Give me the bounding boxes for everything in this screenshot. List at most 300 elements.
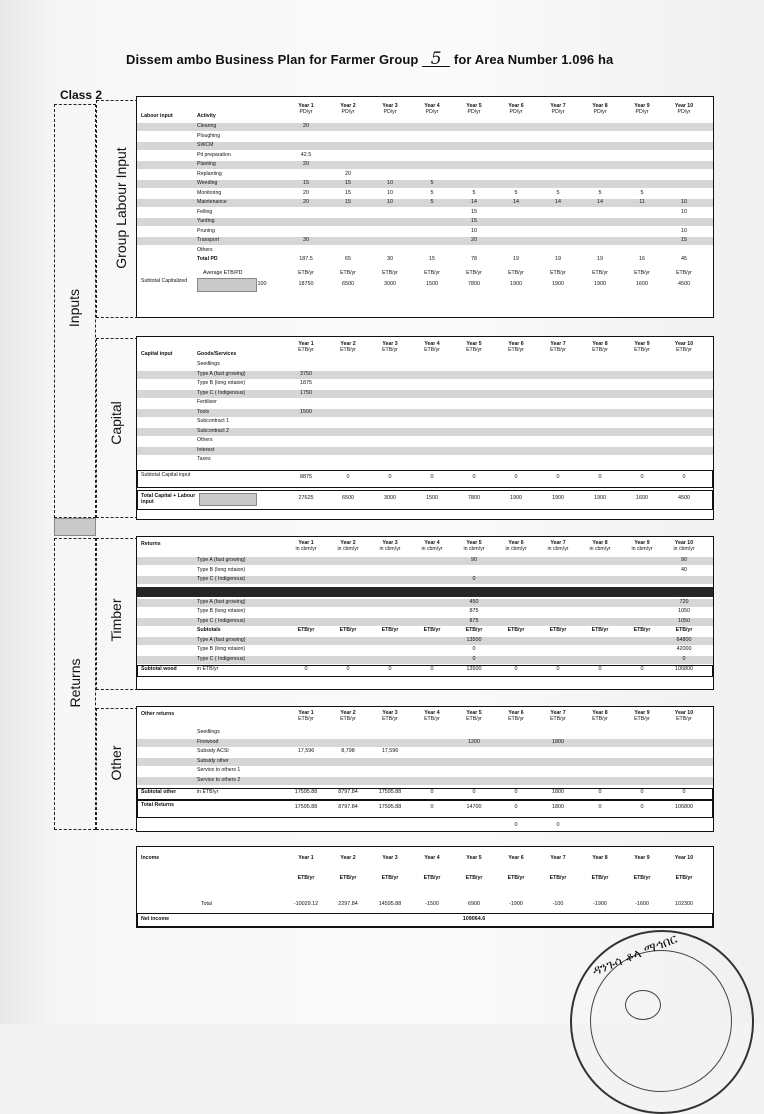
capital-unit-header: ETB/yr [508,347,524,353]
income-label: Income [141,855,160,861]
other-unit-header: ETB/yr [508,716,524,722]
labour-activity-label: Replanting [197,170,222,177]
income-year-header: Year 9 [634,855,650,861]
timber-year-header: Year 2 [340,540,356,546]
capital-cell: 1875 [300,380,312,386]
timber-unit-header: in cbm/yr [337,546,359,552]
labour-row-shade [137,237,713,245]
income-total-cell: -10029.12 [293,901,319,907]
labour-cell: 10 [681,199,687,205]
capital-year-header: Year 3 [382,341,398,347]
income-year-header: Year 4 [424,855,440,861]
income-unit-header: ETB/yr [591,875,609,881]
labour-cell: 10 [681,227,687,234]
labour-etb-header: ETB/yr [298,270,314,276]
capital-row-shade [137,409,713,417]
capital-item-label: Type B (long rotaion) [197,380,246,386]
timber-price-cell: 450 [469,598,479,605]
income-total-cell: -1600 [635,901,649,907]
capital-total-cell: 4500 [678,494,690,501]
labour-unit-header: PD/yr [509,109,523,115]
timber-etb-header: ETB/yr [591,627,609,633]
other-unit-header: ETB/yr [592,716,608,722]
labour-subtotal-cell: 4500 [678,281,690,287]
capital-total-cell: 1500 [426,494,438,501]
capital-row-shade [137,447,713,455]
labour-total-cell: 19 [597,256,603,262]
other-subtotal-cell: 0 [472,789,476,795]
capital-year-header: Year 5 [466,341,482,347]
income-year-header: Year 6 [508,855,524,861]
labour-subtotal-cell: 6500 [342,281,354,287]
capital-unit-header: ETB/yr [592,347,608,353]
labour-cell: 20 [345,170,351,177]
capital-cell: 1500 [300,408,312,415]
timber-unit-header: in cbm/yr [379,546,401,552]
labour-cell: 42.5 [300,151,312,158]
inputs-label: Inputs [66,288,82,328]
income-year-header: Year 1 [298,855,314,861]
labour-cell: 5 [514,189,518,196]
capital-total-cell: 7800 [468,494,480,501]
capital-item-label: Others [197,437,213,443]
labour-etb-header: ETB/yr [508,270,524,276]
labour-etb-header: ETB/yr [382,270,398,276]
other-year-header: Year 4 [424,710,440,716]
capital-item-label: Tools [197,408,210,415]
other-cell: 17,596 [381,748,399,754]
timber-etb-cell: 64800 [676,636,692,643]
timber-table [136,536,714,690]
capital-subtotal-cell: 0 [430,473,434,480]
labour-total-cell: 187.5 [299,256,313,262]
capital-subtotal-cell: 0 [682,473,686,480]
timber-subtotal-cell: 0 [514,666,518,672]
labour-cell: 30 [303,237,309,243]
other-subtotal-cell: 8797.84 [338,789,358,795]
capital-item-label: Subcontract 2 [197,427,230,434]
labour-cell: 10 [387,199,393,205]
labour-unit-header: PD/yr [467,109,481,115]
labour-cell: 20 [471,237,477,243]
labour-year-header: Year 4 [424,103,440,109]
timber-year-header: Year 8 [592,540,608,546]
timber-etb-cell: 0 [472,655,476,662]
labour-activity-label: Maintenance [197,199,227,205]
other-subtotal-cell: 0 [514,789,518,795]
labour-unit-header: PD/yr [425,109,439,115]
other-cell: 1800 [552,738,564,745]
other-subtotal-unit: in ETB/yr [197,789,219,795]
timber-subtotal-cell: 13500 [466,666,482,672]
capital-item-label: Type C ( Indigenous) [197,389,246,396]
timber-vol-cell: 0 [472,576,476,582]
timber-subtotal-cell: 0 [346,666,350,672]
other-year-header: Year 6 [508,710,524,716]
capital-subtotal-cell: 0 [514,473,518,480]
labour-cell: 5 [430,189,434,196]
group-number-handwritten: 5 [422,52,450,67]
labour-year-header: Year 5 [466,103,482,109]
capital-subtotal-label: Subtotal Capital input [141,471,191,478]
capital-total-label: Total Capital + Labour input [141,492,196,505]
other-subtotal-cell: 17595.88 [294,789,318,795]
labour-row-shade [137,142,713,150]
labour-activity-label: Clearing [197,123,217,129]
timber-year-header: Year 9 [634,540,650,546]
timber-type-label: Type C ( Indigenous) [197,576,246,582]
other-total-label: Total Returns [141,802,175,808]
income-total-label: Total [201,901,212,907]
timber-col1-header: Returns [141,541,161,547]
labour-etb-header: ETB/yr [424,270,440,276]
timber-price-cell: 1050 [678,608,690,614]
other-total-cell: 17595.88 [378,804,402,810]
class-label: Class 2 [60,88,103,102]
other-subtotal-cell: 1800 [552,789,564,795]
other-unit-header: ETB/yr [424,716,440,722]
capital-year-header: Year 4 [424,341,440,347]
labour-year-header: Year 7 [550,103,566,109]
timber-year-header: Year 6 [508,540,524,546]
capital-year-header: Year 1 [298,341,314,347]
capital-year-header: Year 8 [592,341,608,347]
labour-unit-header: PD/yr [341,109,355,115]
income-total-cell: 14595.88 [378,901,402,907]
timber-etb-cell: 0 [472,646,476,652]
capital-unit-header: ETB/yr [382,347,398,353]
labour-table [136,96,714,318]
income-year-header: Year 3 [382,855,398,861]
other-total-cell: 106800 [675,804,693,810]
labour-cell: 10 [471,227,477,234]
timber-unit-header: in cbm/yr [673,546,695,552]
labour-cell: 5 [430,180,434,186]
timber-type-label: Type C ( Indigenous) [197,617,246,624]
other-item-label: Service to others 1 [197,767,241,773]
labour-cell: 15 [303,180,309,186]
other-subtotal-cell: 0 [682,789,686,795]
capital-unit-header: ETB/yr [298,347,314,353]
capital-unit-header: ETB/yr [550,347,566,353]
other-year-header: Year 10 [674,710,694,716]
capital-subtotal-cell: 0 [640,473,644,480]
labour-cell: 10 [681,208,687,215]
other-total-cell: 14700 [466,804,482,810]
labour-year-header: Year 9 [634,103,650,109]
capital-subtotal-cell: 0 [346,473,350,480]
labour-cell: 20 [303,199,309,205]
other-item-label: Seedlings [197,729,220,735]
other-item-label: Subsidy other [197,757,229,764]
labour-cell: 15 [681,237,687,243]
income-year-header: Year 7 [550,855,566,861]
timber-unit-header: in cbm/yr [589,546,611,552]
timber-etb-header: ETB/yr [423,627,441,633]
income-unit-header: ETB/yr [465,875,483,881]
other-total-cell: 8797.84 [338,804,358,810]
other-below-cell: 0 [514,822,518,828]
labour-total-cell: 65 [345,256,351,262]
labour-year-header: Year 10 [674,103,694,109]
separator-box [54,518,96,536]
labour-row-shade [137,123,713,131]
timber-year-header: Year 5 [466,540,482,546]
labour-cell: 5 [472,189,476,196]
labour-subtotal-cell: 1600 [636,281,648,287]
labour-activity-label: Ploughing [197,132,221,139]
title-prefix: Dissem ambo Business Plan for Farmer Group [126,52,419,67]
other-total-cell: 0 [430,804,434,810]
page-title [126,49,614,69]
timber-year-header: Year 10 [674,540,694,546]
capital-subtotal-cell: 0 [598,473,602,480]
timber-unit-header: in cbm/yr [295,546,317,552]
income-year-header: Year 10 [674,855,694,861]
labour-etb-header: ETB/yr [676,270,692,276]
timber-subtotals-label: Subtotals [197,627,221,633]
income-unit-header: ETB/yr [339,875,357,881]
stamp-emblem [625,990,661,1020]
labour-activity-label: Pit preparation [197,151,231,158]
labour-cell: 15 [345,189,351,196]
other-subtotal-cell: 0 [430,789,434,795]
timber-dark-band [137,587,713,597]
capital-item-label: Subcontract 1 [197,418,230,424]
labour-cell: 15 [345,180,351,186]
timber-year-header: Year 3 [382,540,398,546]
labour-total-cell: 15 [429,256,435,262]
capital-subtotal-cell: 8875 [300,473,312,480]
labour-cell: 5 [598,189,602,196]
labour-section-label: Group Labour Input [113,147,129,269]
capital-cell: 3750 [300,370,312,377]
timber-subtotal-cell: 0 [598,666,602,672]
labour-subtotal-cell: 1500 [426,281,438,287]
other-row-shade [137,739,713,747]
capital-subtotal-cell: 0 [472,473,476,480]
capital-cell: 1750 [300,389,312,396]
timber-vol-cell: 90 [471,557,477,563]
timber-subtotal-cell: 0 [304,666,308,672]
labour-subtotal-cell: 1900 [510,281,522,287]
labour-unit-header: PD/yr [593,109,607,115]
labour-cell: 20 [303,189,309,196]
capital-total-cell: 1900 [510,494,522,501]
timber-subtotal-label: Subtotal wood [141,666,177,672]
timber-year-header: Year 7 [550,540,566,546]
capital-subtotal-cell: 0 [388,473,392,480]
timber-unit-header: in cbm/yr [505,546,527,552]
labour-unit-header: PD/yr [677,109,691,115]
other-cell: 8,798 [341,748,355,754]
other-unit-header: ETB/yr [634,716,650,722]
capital-year-header: Year 6 [508,341,524,347]
capital-year-header: Year 7 [550,341,566,347]
timber-etb-cell: 13500 [466,636,482,643]
other-item-label: Firewood [197,738,219,745]
other-unit-header: ETB/yr [550,716,566,722]
timber-type-label: Type B (long rotaion) [197,566,246,573]
labour-cell: 14 [555,199,561,205]
timber-etb-cell: 42000 [676,646,692,652]
timber-etb-header: ETB/yr [381,627,399,633]
labour-activity-label: Others [197,246,213,253]
timber-etb-cell: 0 [682,655,686,662]
other-below-cell: 0 [556,822,560,828]
capital-unit-header: ETB/yr [340,347,356,353]
labour-cell: 11 [639,199,645,205]
timber-etb-header: ETB/yr [633,627,651,633]
capital-total-gray [199,493,257,506]
labour-subtotal-cell: 18750 [298,281,314,287]
capital-unit-header: ETB/yr [676,347,692,353]
capital-year-header: Year 9 [634,341,650,347]
timber-price-cell: 720 [679,598,689,605]
labour-unit-header: PD/yr [299,109,313,115]
labour-cell: 10 [387,180,393,186]
capital-unit-header: ETB/yr [424,347,440,353]
timber-etb-header: ETB/yr [339,627,357,633]
labour-total-cell: 19 [555,256,561,262]
timber-type-label: Type A (fast growing) [197,557,246,563]
labour-cell: 10 [387,189,393,196]
labour-cell: 15 [345,199,351,205]
labour-col1-header: Labour input [141,113,173,119]
labour-etb-header: ETB/yr [340,270,356,276]
income-unit-header: ETB/yr [675,875,693,881]
labour-cell: 15 [471,208,477,215]
timber-type-label: Type B (long rotaion) [197,608,246,614]
capital-table [136,336,714,520]
timber-subtotal-cell: 0 [430,666,434,672]
capital-unit-header: ETB/yr [634,347,650,353]
other-item-label: Service to others 2 [197,776,241,783]
labour-etb-header: ETB/yr [634,270,650,276]
labour-subtotal-cell: 3000 [384,281,396,287]
labour-cell: 14 [597,199,603,205]
income-table [136,846,714,928]
labour-subtotal-cell: 1900 [552,281,564,287]
labour-year-header: Year 1 [298,103,314,109]
labour-avg-value: 100 [257,281,267,287]
timber-year-header: Year 1 [298,540,314,546]
timber-etb-header: ETB/yr [465,627,483,633]
labour-subtotal-cell: 7800 [468,281,480,287]
stamp-text: ዳንጉሳ ቆላ ማኅበር [590,931,680,980]
labour-subtotal-label: Subtotal Capitalized [141,278,188,284]
capital-col1-header: Capital input [141,351,173,357]
labour-activity-label: Weeding [197,180,218,186]
timber-price-cell: 875 [469,608,479,614]
other-year-header: Year 2 [340,710,356,716]
labour-cell: 14 [471,199,477,205]
capital-total-cell: 1900 [552,494,564,501]
labour-etb-header: ETB/yr [592,270,608,276]
timber-type-label: Type B (long rotaion) [197,646,246,652]
timber-section-label: Timber [108,598,124,642]
labour-row-shade [137,218,713,226]
income-year-header: Year 2 [340,855,356,861]
labour-unit-header: PD/yr [551,109,565,115]
income-unit-header: ETB/yr [381,875,399,881]
other-subtotal-cell: 17595.88 [378,789,402,795]
timber-year-header: Year 4 [424,540,440,546]
labour-activity-label: Felling [197,208,213,215]
other-unit-header: ETB/yr [466,716,482,722]
capital-total-cell: 3000 [384,494,396,501]
other-year-header: Year 8 [592,710,608,716]
income-total-cell: -1900 [509,901,523,907]
labour-total-cell: 78 [471,256,477,262]
timber-etb-header: ETB/yr [675,627,693,633]
labour-total-label: Total PD [197,256,218,262]
labour-unit-header: PD/yr [635,109,649,115]
income-unit-header: ETB/yr [633,875,651,881]
net-income-label: Net income [141,916,169,922]
other-cell: 17,596 [297,748,315,754]
timber-unit-header: in cbm/yr [631,546,653,552]
timber-type-label: Type A (fast growing) [197,598,246,605]
timber-price-cell: 1050 [678,617,690,624]
other-unit-header: ETB/yr [340,716,356,722]
income-year-header: Year 8 [592,855,608,861]
income-total-cell: -100 [552,901,564,907]
timber-price-cell: 875 [469,617,479,624]
capital-item-label: Taxes [197,456,211,462]
other-unit-header: ETB/yr [382,716,398,722]
other-cell: 1200 [468,738,480,745]
timber-vol-cell: 40 [681,566,687,573]
income-total-cell: 102300 [675,901,693,907]
timber-subtotal-unit: in ETB/yr [197,666,219,672]
labour-activity-label: Transport [197,237,220,243]
capital-total-cell: 1600 [636,494,648,501]
labour-subtotal-cell: 1900 [594,281,606,287]
labour-activity-label: Monitoring [197,189,222,196]
income-total-cell: 2297.84 [338,901,358,907]
other-year-header: Year 7 [550,710,566,716]
labour-activity-label: Planting [197,161,216,167]
income-total-cell: -1500 [425,901,439,907]
timber-unit-header: in cbm/yr [463,546,485,552]
timber-unit-header: in cbm/yr [421,546,443,552]
labour-etb-header: ETB/yr [550,270,566,276]
other-subtotal-label: Subtotal other [141,789,177,795]
capital-unit-header: ETB/yr [466,347,482,353]
capital-col2-header: Goods/Services [197,351,237,357]
labour-activity-label: SWCM [197,142,214,148]
labour-total-cell: 19 [513,256,519,262]
returns-label: Returns [67,658,83,708]
other-total-cell: 1800 [552,804,564,810]
labour-etb-header: ETB/yr [466,270,482,276]
other-col1-header: Other returns [141,711,175,717]
labour-unit-header: PD/yr [383,109,397,115]
income-total-cell: -1900 [593,901,607,907]
labour-avg-label: Average ETB/PD [203,270,243,276]
net-income-box [137,913,713,927]
net-income-value: 109064.6 [462,916,486,922]
other-year-header: Year 1 [298,710,314,716]
timber-etb-header: ETB/yr [549,627,567,633]
capital-total-cell: 27625 [298,494,314,501]
other-total-cell: 17595.88 [294,804,318,810]
other-total-cell: 0 [514,804,518,810]
labour-year-header: Year 3 [382,103,398,109]
other-subtotal-cell: 0 [598,789,602,795]
capital-total-cell: 6500 [342,494,354,501]
